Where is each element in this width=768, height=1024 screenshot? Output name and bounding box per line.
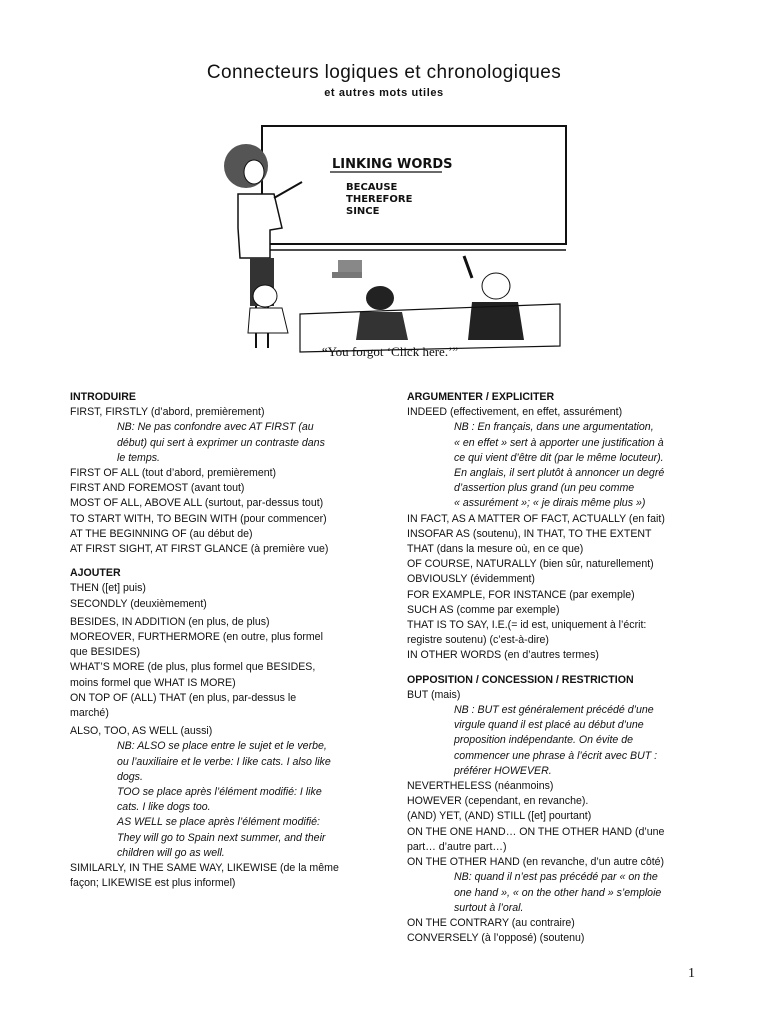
board-word: BECAUSE	[346, 182, 398, 193]
page-subtitle: et autres mots utiles	[324, 87, 444, 99]
entry-line: THAT (dans la mesure où, en ce que)	[407, 543, 584, 556]
page-title: Connecteurs logiques et chronologiques	[206, 62, 562, 83]
entry-line: registre soutenu) (c’est-à-dire)	[407, 634, 549, 647]
note-line: children will go as well.	[117, 846, 225, 859]
entry-line: IN FACT, AS A MATTER OF FACT, ACTUALLY (en fait)	[407, 512, 665, 525]
note-line: proposition indépendante. On évite de	[454, 734, 634, 747]
left-column	[70, 390, 370, 892]
note-line: AS WELL se place après l’élément modifié:	[117, 816, 320, 829]
section-heading: INTRODUIRE	[70, 391, 136, 403]
whiteboard	[262, 126, 566, 244]
entry-line: MOST OF ALL, ABOVE ALL (surtout, par-dessus tout)	[70, 497, 324, 510]
note-line: ce qui vient d’être dit (par le même locuteur).	[454, 451, 664, 464]
note-line: commencer une phrase à l’écrit avec BUT :	[454, 749, 658, 762]
note-line: d’assertion plus grand (un peu comme	[454, 482, 635, 495]
entry-line: OBVIOUSLY (évidemment)	[407, 573, 535, 586]
entry-line: SECONDLY (deuxièmement)	[70, 597, 207, 610]
note-line: préférer HOWEVER.	[454, 764, 552, 777]
entry-line: ALSO, TOO, AS WELL (aussi)	[70, 725, 213, 738]
entry-line: INSOFAR AS (soutenu), IN THAT, TO THE EXTENT	[407, 527, 652, 540]
note-line: NB: ALSO se place entre le sujet et le verbe,	[117, 740, 327, 753]
entry-line: AT FIRST SIGHT, AT FIRST GLANCE (à première vue)	[70, 543, 329, 556]
entry-line: OF COURSE, NATURALLY (bien sûr, naturellement)	[407, 558, 654, 571]
note-line: En anglais, il sert plutôt à annoncer un degré	[454, 467, 665, 480]
entry-line: BESIDES, IN ADDITION (en plus, de plus)	[70, 615, 270, 628]
entry-line: (AND) YET, (AND) STILL ([et] pourtant)	[407, 810, 592, 823]
cartoon-illustration	[210, 118, 570, 368]
note-line: one hand », « on the other hand » s’emploie	[454, 886, 662, 899]
note-line: They will go to Spain next summer, and their	[117, 831, 326, 844]
entry-line: FIRST OF ALL (tout d’abord, premièrement)	[70, 467, 277, 480]
entry-line: MOREOVER, FURTHERMORE (en outre, plus formel	[70, 631, 323, 644]
entry-line: HOWEVER (cependant, en revanche).	[407, 795, 589, 808]
entry-line: marché)	[70, 707, 109, 720]
entry-line: ON THE OTHER HAND (en revanche, d’un autre côté)	[407, 856, 665, 869]
note-line: « assurément »; « je dirais même plus »)	[454, 497, 646, 510]
entry-line: que BESIDES)	[70, 646, 141, 659]
entry-line: WHAT’S MORE (de plus, plus formel que BESIDES,	[70, 661, 316, 674]
entry-line: ON THE ONE HAND… ON THE OTHER HAND (d’une	[407, 825, 665, 838]
students-figure	[248, 256, 524, 340]
section-heading: ARGUMENTER / EXPLICITER	[407, 391, 555, 403]
note-line: virgule quand il est placé au début d’une	[454, 719, 644, 732]
note-line: NB: Ne pas confondre avec AT FIRST (au	[117, 421, 314, 434]
entry-line: THAT IS TO SAY, I.E.(= id est, uniquement à l’écrit:	[407, 619, 647, 632]
entry-line: THEN ([et] puis)	[70, 582, 146, 595]
note-line: NB : En français, dans une argumentation,	[454, 421, 654, 434]
note-line: ou l’auxiliaire et le verbe: I like cats. I also like	[117, 755, 331, 768]
entry-line: INDEED (effectivement, en effet, assurément)	[407, 406, 623, 419]
note-line: NB : BUT est généralement précédé d’une	[454, 704, 654, 717]
entry-line: ON THE CONTRARY (au contraire)	[407, 916, 575, 929]
right-column	[407, 390, 707, 946]
entry-line: FIRST AND FOREMOST (avant tout)	[70, 482, 245, 495]
entry-line: moins formel que WHAT IS MORE)	[70, 676, 236, 689]
entry-line: IN OTHER WORDS (en d’autres termes)	[407, 649, 599, 662]
entry-line: façon; LIKEWISE est plus informel)	[70, 877, 236, 890]
note-line: surtout à l’oral.	[454, 901, 524, 914]
entry-line: SUCH AS (comme par exemple)	[407, 603, 560, 616]
entry-line: SIMILARLY, IN THE SAME WAY, LIKEWISE (de la même	[70, 862, 339, 875]
entry-line: CONVERSELY (à l’opposé) (soutenu)	[407, 932, 585, 945]
entry-line: TO START WITH, TO BEGIN WITH (pour commencer)	[70, 512, 327, 525]
note-line: NB: quand il n’est pas précédé par « on the	[454, 871, 658, 884]
entry-line: FOR EXAMPLE, FOR INSTANCE (par exemple)	[407, 588, 635, 601]
board-word: SINCE	[346, 206, 380, 217]
page-number: 1	[688, 966, 695, 981]
entry-line: FIRST, FIRSTLY (d’abord, premièrement)	[70, 406, 265, 419]
note-line: « en effet » sert à apporter une justification à	[454, 436, 664, 449]
entry-line: part… d’autre part…)	[407, 840, 507, 853]
note-line: début) qui sert à exprimer un contraste dans	[117, 436, 325, 449]
section-heading: AJOUTER	[70, 567, 121, 580]
note-line: TOO se place après l’élément modifié: I like	[117, 786, 322, 799]
entry-line: BUT (mais)	[407, 688, 461, 701]
board-title: LINKING WORDS	[332, 157, 453, 172]
entry-line: ON TOP OF (ALL) THAT (en plus, par-dessus le	[70, 691, 297, 704]
entry-line: AT THE BEGINNING OF (au début de)	[70, 527, 253, 540]
board-word: THEREFORE	[346, 194, 413, 205]
note-line: cats. I like dogs too.	[117, 801, 211, 814]
cartoon-caption: “You forgot ‘Click here.’”	[321, 344, 459, 359]
note-line: dogs.	[117, 770, 143, 783]
section-heading: OPPOSITION / CONCESSION / RESTRICTION	[407, 673, 634, 686]
entry-line: NEVERTHELESS (néanmoins)	[407, 780, 554, 793]
note-line: le temps.	[117, 451, 160, 464]
